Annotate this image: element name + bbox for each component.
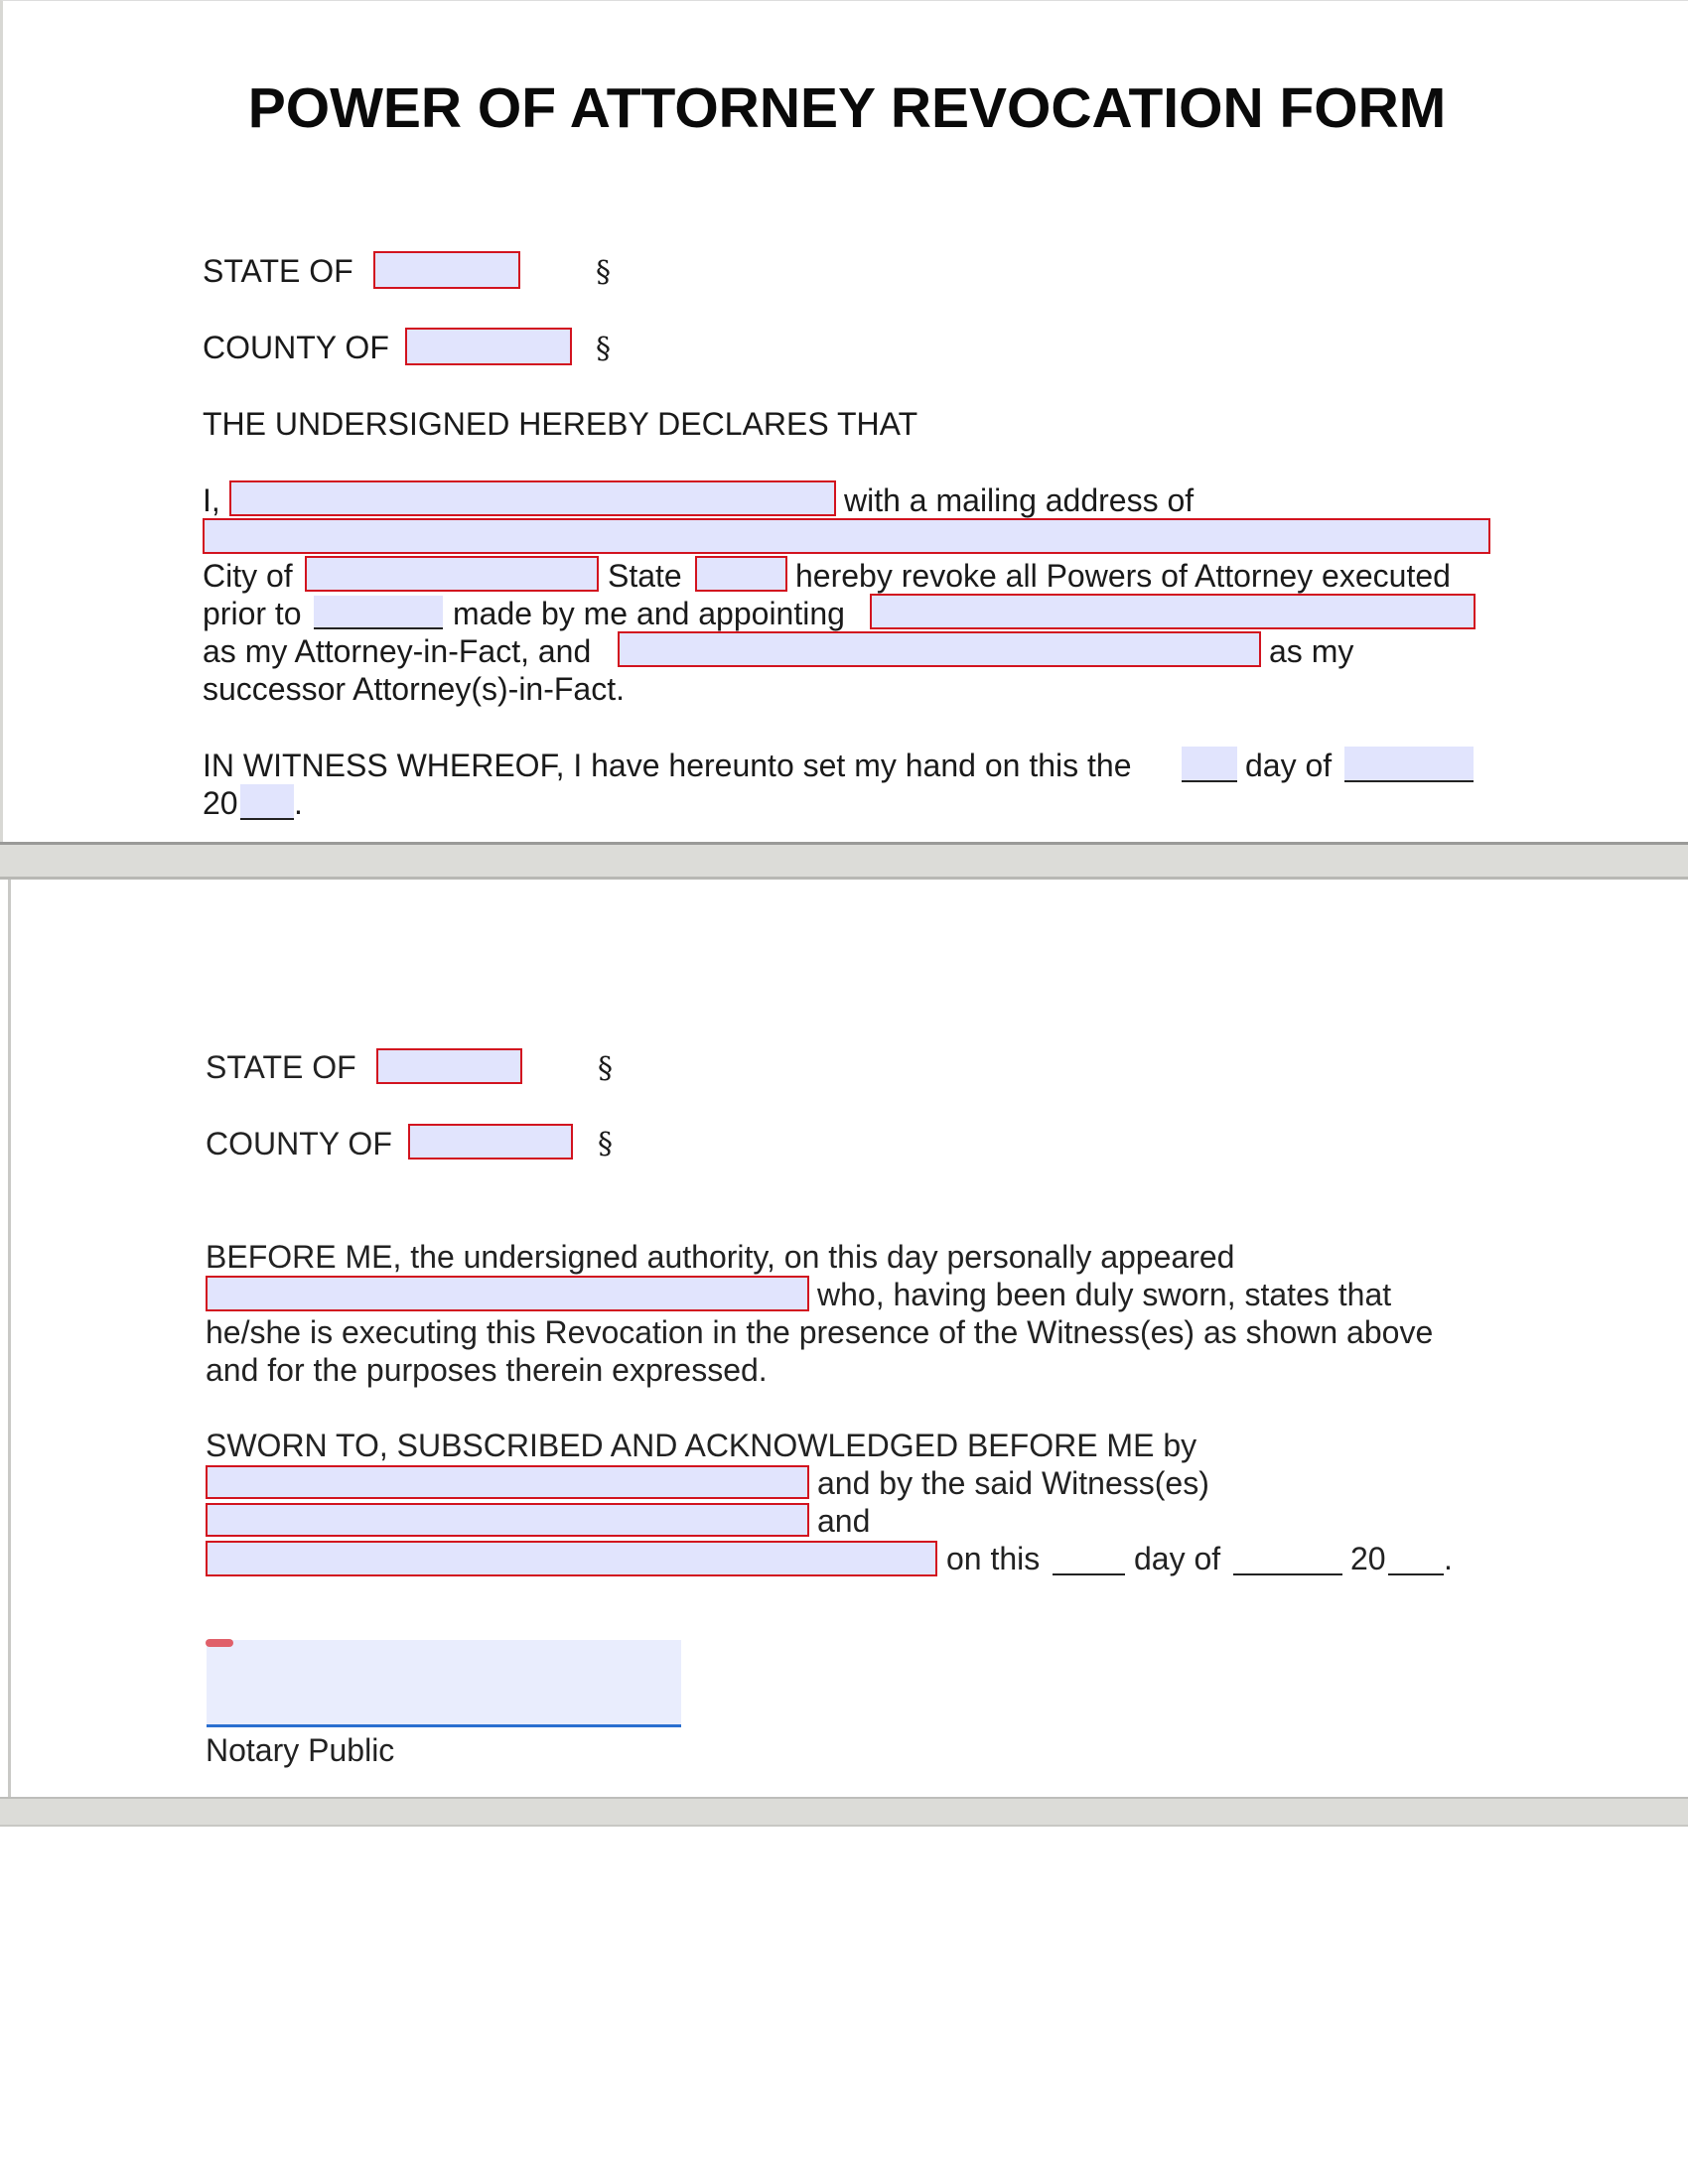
city-of-label: City of: [203, 558, 293, 594]
executing-text: he/she is executing this Revocation in the presence of the Witness(es) as shown above: [206, 1314, 1434, 1350]
period: .: [294, 785, 303, 821]
on-this-text: on this: [946, 1541, 1041, 1576]
notary-year-field[interactable]: [1388, 1573, 1444, 1575]
city-field[interactable]: [305, 556, 599, 592]
page-separator: [0, 842, 1688, 880]
county-label: COUNTY OF: [203, 330, 389, 365]
notary-day-field[interactable]: [1053, 1573, 1125, 1575]
page-separator: [0, 1797, 1688, 1827]
section-symbol: §: [596, 332, 611, 366]
state-word-label: State: [608, 558, 682, 594]
notary-month-field[interactable]: [1233, 1573, 1342, 1575]
attorney-in-fact-field[interactable]: [870, 594, 1476, 629]
sworn-to-text: SWORN TO, SUBSCRIBED AND ACKNOWLEDGED BEFORE ME by: [206, 1428, 1197, 1463]
witness-text: IN WITNESS WHEREOF, I have hereunto set my hand on this the: [203, 748, 1132, 783]
and-text: and: [817, 1503, 871, 1539]
mailing-address-field[interactable]: [203, 518, 1490, 554]
attorney-in-fact-text: as my Attorney-in-Fact, and: [203, 633, 592, 669]
i-prefix: I,: [203, 482, 220, 518]
revoke-text: hereby revoke all Powers of Attorney executed: [795, 558, 1451, 594]
section-symbol: §: [596, 255, 611, 290]
made-by-text: made by me and appointing: [453, 596, 845, 631]
mailing-address-text: with a mailing address of: [844, 482, 1195, 518]
principal-state-field[interactable]: [695, 556, 787, 592]
notary-state-field[interactable]: [376, 1048, 522, 1084]
notary-county-field[interactable]: [408, 1124, 573, 1160]
sworn-by-field[interactable]: [206, 1465, 809, 1499]
successor-text: successor Attorney(s)-in-Fact.: [203, 671, 625, 707]
section-symbol: §: [598, 1051, 613, 1086]
period: .: [1444, 1541, 1453, 1576]
notary-state-label: STATE OF: [206, 1049, 356, 1085]
declaration-heading: THE UNDERSIGNED HEREBY DECLARES THAT: [203, 406, 918, 442]
before-me-text: BEFORE ME, the undersigned authority, on this day personally appeared: [206, 1239, 1235, 1275]
prior-to-label: prior to: [203, 596, 302, 631]
year-prefix: 20: [1350, 1541, 1386, 1576]
notary-public-label: Notary Public: [206, 1732, 395, 1768]
day-of-text: day of: [1245, 748, 1333, 783]
page-title: POWER OF ATTORNEY REVOCATION FORM: [247, 76, 1447, 140]
state-field[interactable]: [373, 251, 520, 289]
successor-attorney-field[interactable]: [618, 631, 1261, 667]
principal-name-field[interactable]: [229, 480, 836, 516]
as-my-text: as my: [1269, 633, 1354, 669]
day-of-text: day of: [1134, 1541, 1221, 1576]
appeared-name-field[interactable]: [206, 1276, 809, 1311]
witness-month-field[interactable]: [1344, 747, 1474, 782]
year-prefix: 20: [203, 785, 238, 821]
witness-day-field[interactable]: [1182, 747, 1237, 782]
section-symbol: §: [598, 1127, 613, 1161]
county-field[interactable]: [405, 328, 572, 365]
witness-1-field[interactable]: [206, 1503, 809, 1537]
witness-2-field[interactable]: [206, 1541, 937, 1576]
purposes-text: and for the purposes therein expressed.: [206, 1352, 768, 1388]
required-field-marker: [206, 1639, 233, 1647]
who-sworn-text: who, having been duly sworn, states that: [817, 1277, 1392, 1312]
notary-signature-field[interactable]: [207, 1640, 681, 1727]
prior-to-date-field[interactable]: [314, 596, 443, 629]
state-label: STATE OF: [203, 253, 353, 289]
witness-year-field[interactable]: [240, 784, 294, 820]
by-witness-text: and by the said Witness(es): [817, 1465, 1209, 1501]
notary-county-label: COUNTY OF: [206, 1126, 392, 1161]
